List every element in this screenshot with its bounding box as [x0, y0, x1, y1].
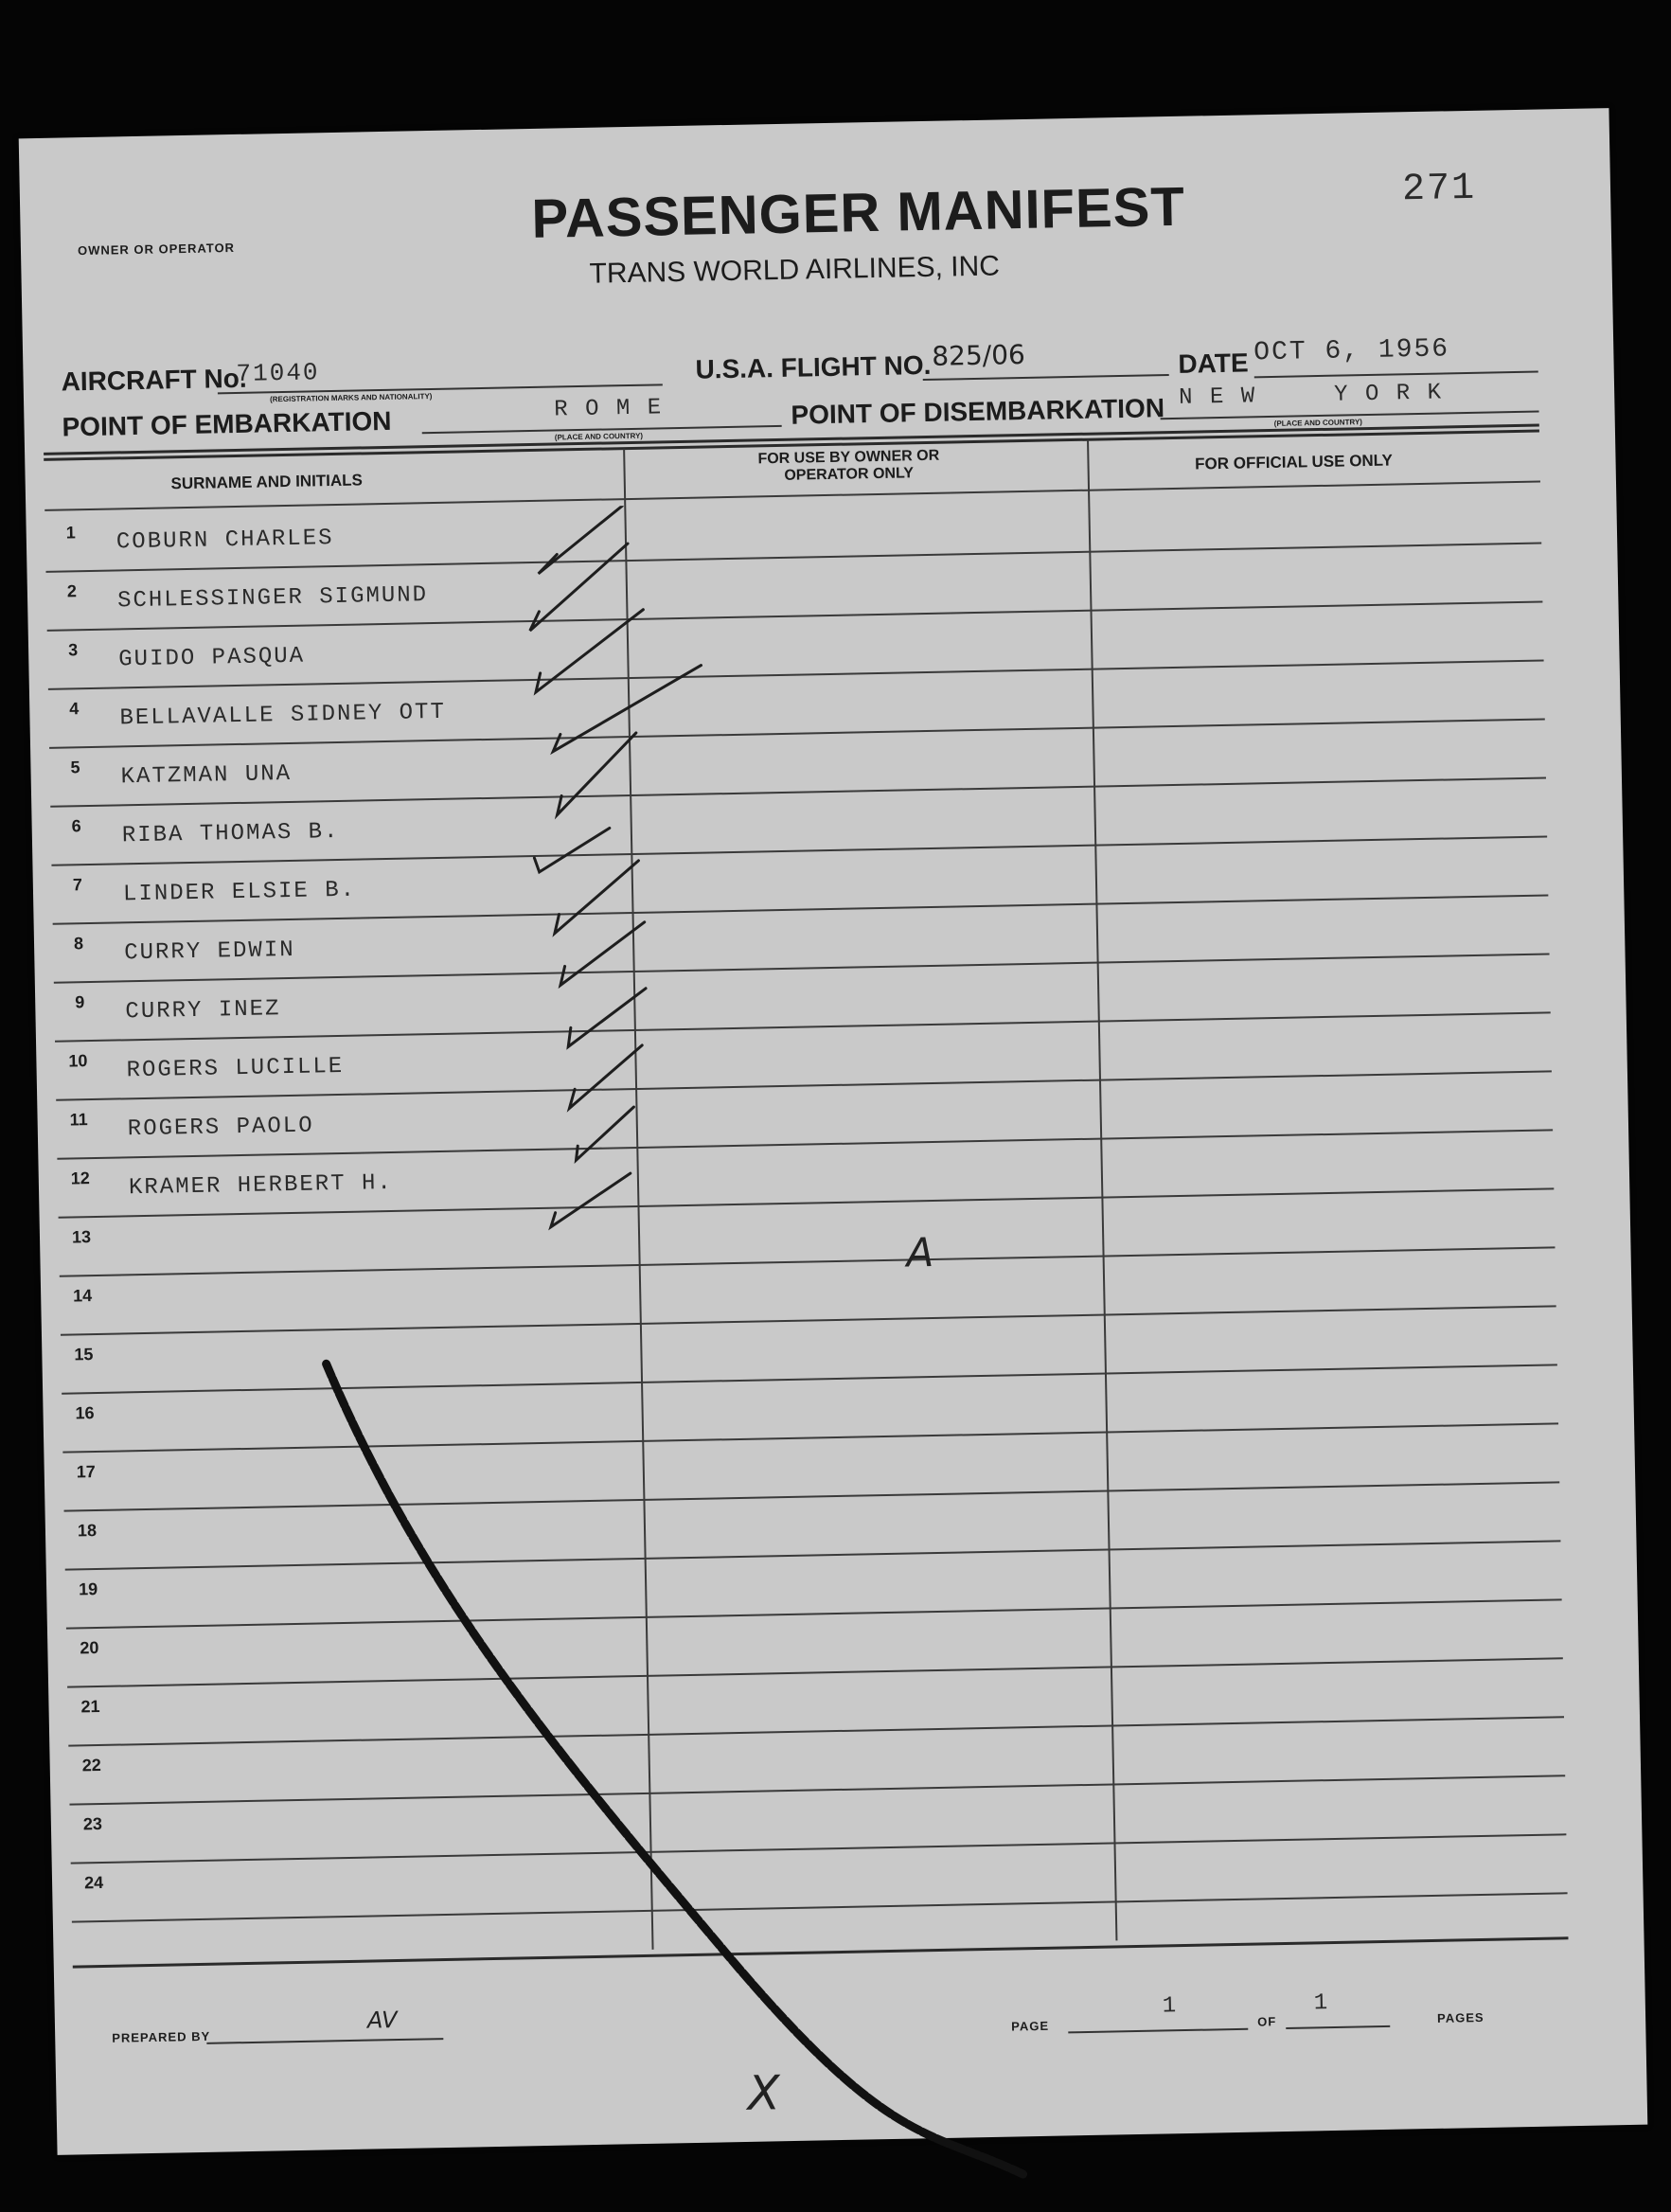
airline-name: TRANS WORLD AIRLINES, INC — [589, 250, 1001, 290]
of-value: 1 — [1313, 1990, 1330, 2017]
page-number-stamp: 271 — [1401, 167, 1477, 212]
page-value: 1 — [1162, 1993, 1179, 2020]
row-number: 17 — [76, 1462, 96, 1482]
check-mark-icon — [528, 544, 630, 631]
row-number: 23 — [82, 1813, 103, 1834]
flight-no-label: U.S.A. FLIGHT NO. — [695, 349, 932, 384]
of-label: OF — [1256, 2014, 1277, 2029]
check-mark-icon — [550, 1173, 631, 1227]
row-number: 12 — [70, 1168, 91, 1188]
passenger-name: COBURN CHARLES — [116, 526, 334, 556]
row-number: 14 — [72, 1286, 93, 1306]
manifest-sheet — [19, 108, 1648, 2155]
flight-no-underline — [923, 374, 1169, 381]
x-mark: X — [746, 2065, 781, 2121]
embarkation-value: R O M E — [554, 395, 664, 423]
check-mark-icon — [534, 610, 645, 692]
date-value: OCT 6, 1956 — [1253, 334, 1450, 368]
passenger-name: CURRY EDWIN — [123, 937, 295, 967]
row-number: 21 — [80, 1696, 100, 1717]
row-number: 13 — [71, 1227, 92, 1247]
row-number: 6 — [71, 816, 81, 836]
row-number: 7 — [72, 875, 83, 895]
check-mark-icon — [575, 1107, 634, 1160]
row-number: 3 — [67, 640, 79, 660]
passenger-name: LINDER ELSIE B. — [122, 877, 357, 908]
page-label: PAGE — [1011, 2018, 1050, 2034]
row-number: 20 — [80, 1637, 99, 1658]
passenger-name: ROGERS PAOLO — [127, 1113, 314, 1143]
col-header-owner-use: FOR USE BY OWNER OR OPERATOR ONLY — [757, 447, 940, 484]
check-mark-icon — [552, 666, 703, 752]
disembarkation-label: POINT OF DISEMBARKATION — [791, 393, 1165, 430]
passenger-name: BELLAVALLE SIDNEY OTT — [119, 699, 447, 732]
prepared-by-label: PREPARED BY — [112, 2028, 211, 2045]
check-mark-icon — [568, 1045, 643, 1108]
passenger-name: KATZMAN UNA — [120, 760, 293, 791]
page-title: PASSENGER MANIFEST — [530, 175, 1186, 250]
annotation-mark: A — [906, 1228, 934, 1276]
disembarkation-sublabel: (PLACE AND COUNTRY) — [1273, 418, 1362, 428]
row-number: 9 — [75, 992, 85, 1012]
page-underline — [1068, 2028, 1248, 2034]
check-mark-icon — [560, 922, 646, 986]
row-number: 15 — [74, 1345, 94, 1365]
row-number: 2 — [66, 581, 78, 601]
aircraft-sublabel: (REGISTRATION MARKS AND NATIONALITY) — [269, 391, 433, 404]
check-mark-icon — [556, 733, 638, 815]
disembarkation-value: N E W Y O R K — [1178, 380, 1444, 411]
row-number: 22 — [81, 1755, 101, 1775]
check-mark-icon — [553, 861, 639, 934]
row-number: 10 — [68, 1051, 88, 1071]
check-marks-group — [499, 504, 723, 1331]
row-number: 19 — [78, 1579, 98, 1599]
of-underline — [1286, 2025, 1390, 2029]
check-mark-icon — [534, 828, 611, 872]
passenger-name: KRAMER HERBERT H. — [128, 1169, 394, 1202]
check-mark-icon — [537, 506, 623, 574]
row-number: 4 — [69, 699, 80, 719]
strike-through-line — [307, 1341, 1061, 2207]
prepared-by-value: AV — [366, 2007, 398, 2034]
pages-label: PAGES — [1436, 2009, 1484, 2025]
passenger-name: SCHLESSINGER SIGMUND — [116, 582, 429, 615]
date-underline — [1254, 371, 1538, 379]
check-mark-icon — [567, 989, 647, 1047]
flight-no-value: 825/06 — [931, 338, 1026, 372]
passenger-name: ROGERS LUCILLE — [126, 1053, 345, 1084]
row-number: 11 — [69, 1110, 88, 1130]
col-header-name: SURNAME AND INITIALS — [170, 471, 364, 493]
owner-operator-label: OWNER OR OPERATOR — [77, 240, 236, 259]
aircraft-label: AIRCRAFT No. — [61, 363, 247, 397]
row-number: 5 — [70, 758, 80, 777]
date-label: DATE — [1178, 348, 1249, 379]
row-number: 16 — [75, 1403, 95, 1423]
passenger-name: RIBA THOMAS B. — [121, 818, 340, 849]
col-header-official-use: FOR OFFICIAL USE ONLY — [1194, 451, 1394, 473]
passenger-name: CURRY INEZ — [125, 996, 281, 1026]
embarkation-sublabel: (PLACE AND COUNTRY) — [554, 431, 644, 442]
row-number: 8 — [73, 934, 84, 954]
aircraft-value: 71040 — [236, 358, 320, 388]
row-number: 24 — [83, 1872, 104, 1893]
passenger-name: GUIDO PASQUA — [118, 643, 306, 673]
row-number: 18 — [77, 1521, 98, 1541]
embarkation-label: POINT OF EMBARKATION — [62, 405, 392, 442]
row-number: 1 — [65, 523, 76, 543]
